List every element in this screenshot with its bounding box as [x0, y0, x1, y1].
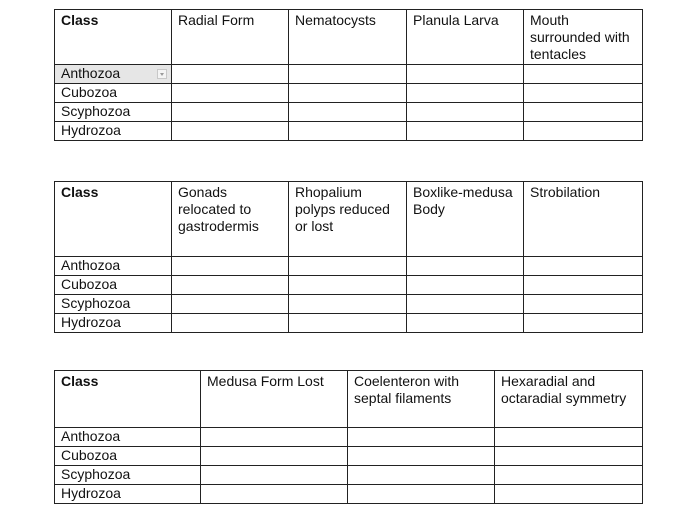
- trait-table-2: [54, 181, 643, 333]
- row-label-hydrozoa[interactable]: Hydrozoa: [55, 314, 172, 333]
- row-label-hydrozoa[interactable]: Hydrozoa: [55, 122, 172, 141]
- header-row: [55, 182, 643, 257]
- table-row: [55, 485, 643, 504]
- rhopalium-header[interactable]: Rhopalium polyps reduced or lost: [289, 182, 407, 257]
- table-row: [55, 447, 643, 466]
- row-label-scyphozoa[interactable]: Scyphozoa: [55, 466, 201, 485]
- cell[interactable]: [524, 122, 643, 141]
- planula-larva-header[interactable]: Planula Larva: [407, 10, 524, 65]
- row-label-scyphozoa[interactable]: Scyphozoa: [55, 295, 172, 314]
- nematocysts-header[interactable]: Nematocysts: [289, 10, 407, 65]
- cell[interactable]: [289, 84, 407, 103]
- cell[interactable]: [172, 103, 289, 122]
- table-row: [55, 257, 643, 276]
- trait-table-1: [54, 9, 643, 141]
- cell[interactable]: [289, 65, 407, 84]
- cell[interactable]: [348, 466, 495, 485]
- cell[interactable]: [289, 276, 407, 295]
- cell[interactable]: [407, 84, 524, 103]
- row-label-text: Anthozoa: [61, 65, 121, 81]
- cell[interactable]: [495, 485, 643, 504]
- table-row: [55, 122, 643, 141]
- table-row: [55, 65, 643, 84]
- cell[interactable]: [407, 276, 524, 295]
- cell[interactable]: [407, 295, 524, 314]
- row-label-anthozoa[interactable]: Anthozoa: [55, 428, 201, 447]
- cell[interactable]: [172, 276, 289, 295]
- cell[interactable]: [495, 466, 643, 485]
- cell[interactable]: [524, 276, 643, 295]
- boxlike-medusa-header[interactable]: Boxlike-medusa Body: [407, 182, 524, 257]
- mouth-tentacles-header[interactable]: Mouth surrounded with tentacles: [524, 10, 643, 65]
- medusa-form-lost-header[interactable]: Medusa Form Lost: [201, 371, 348, 428]
- cell[interactable]: [348, 485, 495, 504]
- cell[interactable]: [524, 65, 643, 84]
- radial-form-header[interactable]: Radial Form: [172, 10, 289, 65]
- cell[interactable]: [524, 103, 643, 122]
- cell[interactable]: [348, 428, 495, 447]
- cell[interactable]: [172, 295, 289, 314]
- cell[interactable]: [289, 295, 407, 314]
- cell[interactable]: [407, 314, 524, 333]
- cell[interactable]: [289, 122, 407, 141]
- cell[interactable]: [407, 122, 524, 141]
- row-label-cubozoa[interactable]: Cubozoa: [55, 447, 201, 466]
- gonads-header[interactable]: Gonads relocated to gastrodermis: [172, 182, 289, 257]
- cell[interactable]: [524, 295, 643, 314]
- cell[interactable]: [201, 485, 348, 504]
- class-header[interactable]: Class: [55, 371, 201, 428]
- row-label-cubozoa[interactable]: Cubozoa: [55, 276, 172, 295]
- cell[interactable]: [201, 428, 348, 447]
- cell[interactable]: [172, 314, 289, 333]
- cell[interactable]: [201, 466, 348, 485]
- cell[interactable]: [201, 447, 348, 466]
- cell[interactable]: [524, 84, 643, 103]
- table-row: [55, 103, 643, 122]
- cell[interactable]: [289, 257, 407, 276]
- row-label-anthozoa[interactable]: [55, 65, 172, 84]
- cell[interactable]: [495, 428, 643, 447]
- cell[interactable]: [172, 257, 289, 276]
- table-row: [55, 295, 643, 314]
- symmetry-header[interactable]: Hexaradial and octaradial symmetry: [495, 371, 643, 428]
- cell[interactable]: [407, 257, 524, 276]
- table-row: [55, 428, 643, 447]
- cell[interactable]: [407, 103, 524, 122]
- trait-table-3: [54, 370, 643, 504]
- cell[interactable]: [172, 65, 289, 84]
- dropdown-arrow-icon[interactable]: [157, 69, 167, 79]
- cell[interactable]: [495, 447, 643, 466]
- row-label-anthozoa[interactable]: Anthozoa: [55, 257, 172, 276]
- cell[interactable]: [524, 314, 643, 333]
- row-label-hydrozoa[interactable]: Hydrozoa: [55, 485, 201, 504]
- cell[interactable]: [172, 84, 289, 103]
- table-row: [55, 314, 643, 333]
- cell[interactable]: [524, 257, 643, 276]
- coelenteron-header[interactable]: Coelenteron with septal filaments: [348, 371, 495, 428]
- table-row: [55, 84, 643, 103]
- header-row: [55, 10, 643, 65]
- cell[interactable]: [172, 122, 289, 141]
- row-label-scyphozoa[interactable]: Scyphozoa: [55, 103, 172, 122]
- row-label-cubozoa[interactable]: Cubozoa: [55, 84, 172, 103]
- class-header[interactable]: Class: [55, 10, 172, 65]
- strobilation-header[interactable]: Strobilation: [524, 182, 643, 257]
- cell[interactable]: [289, 314, 407, 333]
- header-row: [55, 371, 643, 428]
- cell[interactable]: [348, 447, 495, 466]
- cell[interactable]: [407, 65, 524, 84]
- table-row: [55, 466, 643, 485]
- cell[interactable]: [289, 103, 407, 122]
- table-row: [55, 276, 643, 295]
- class-header[interactable]: Class: [55, 182, 172, 257]
